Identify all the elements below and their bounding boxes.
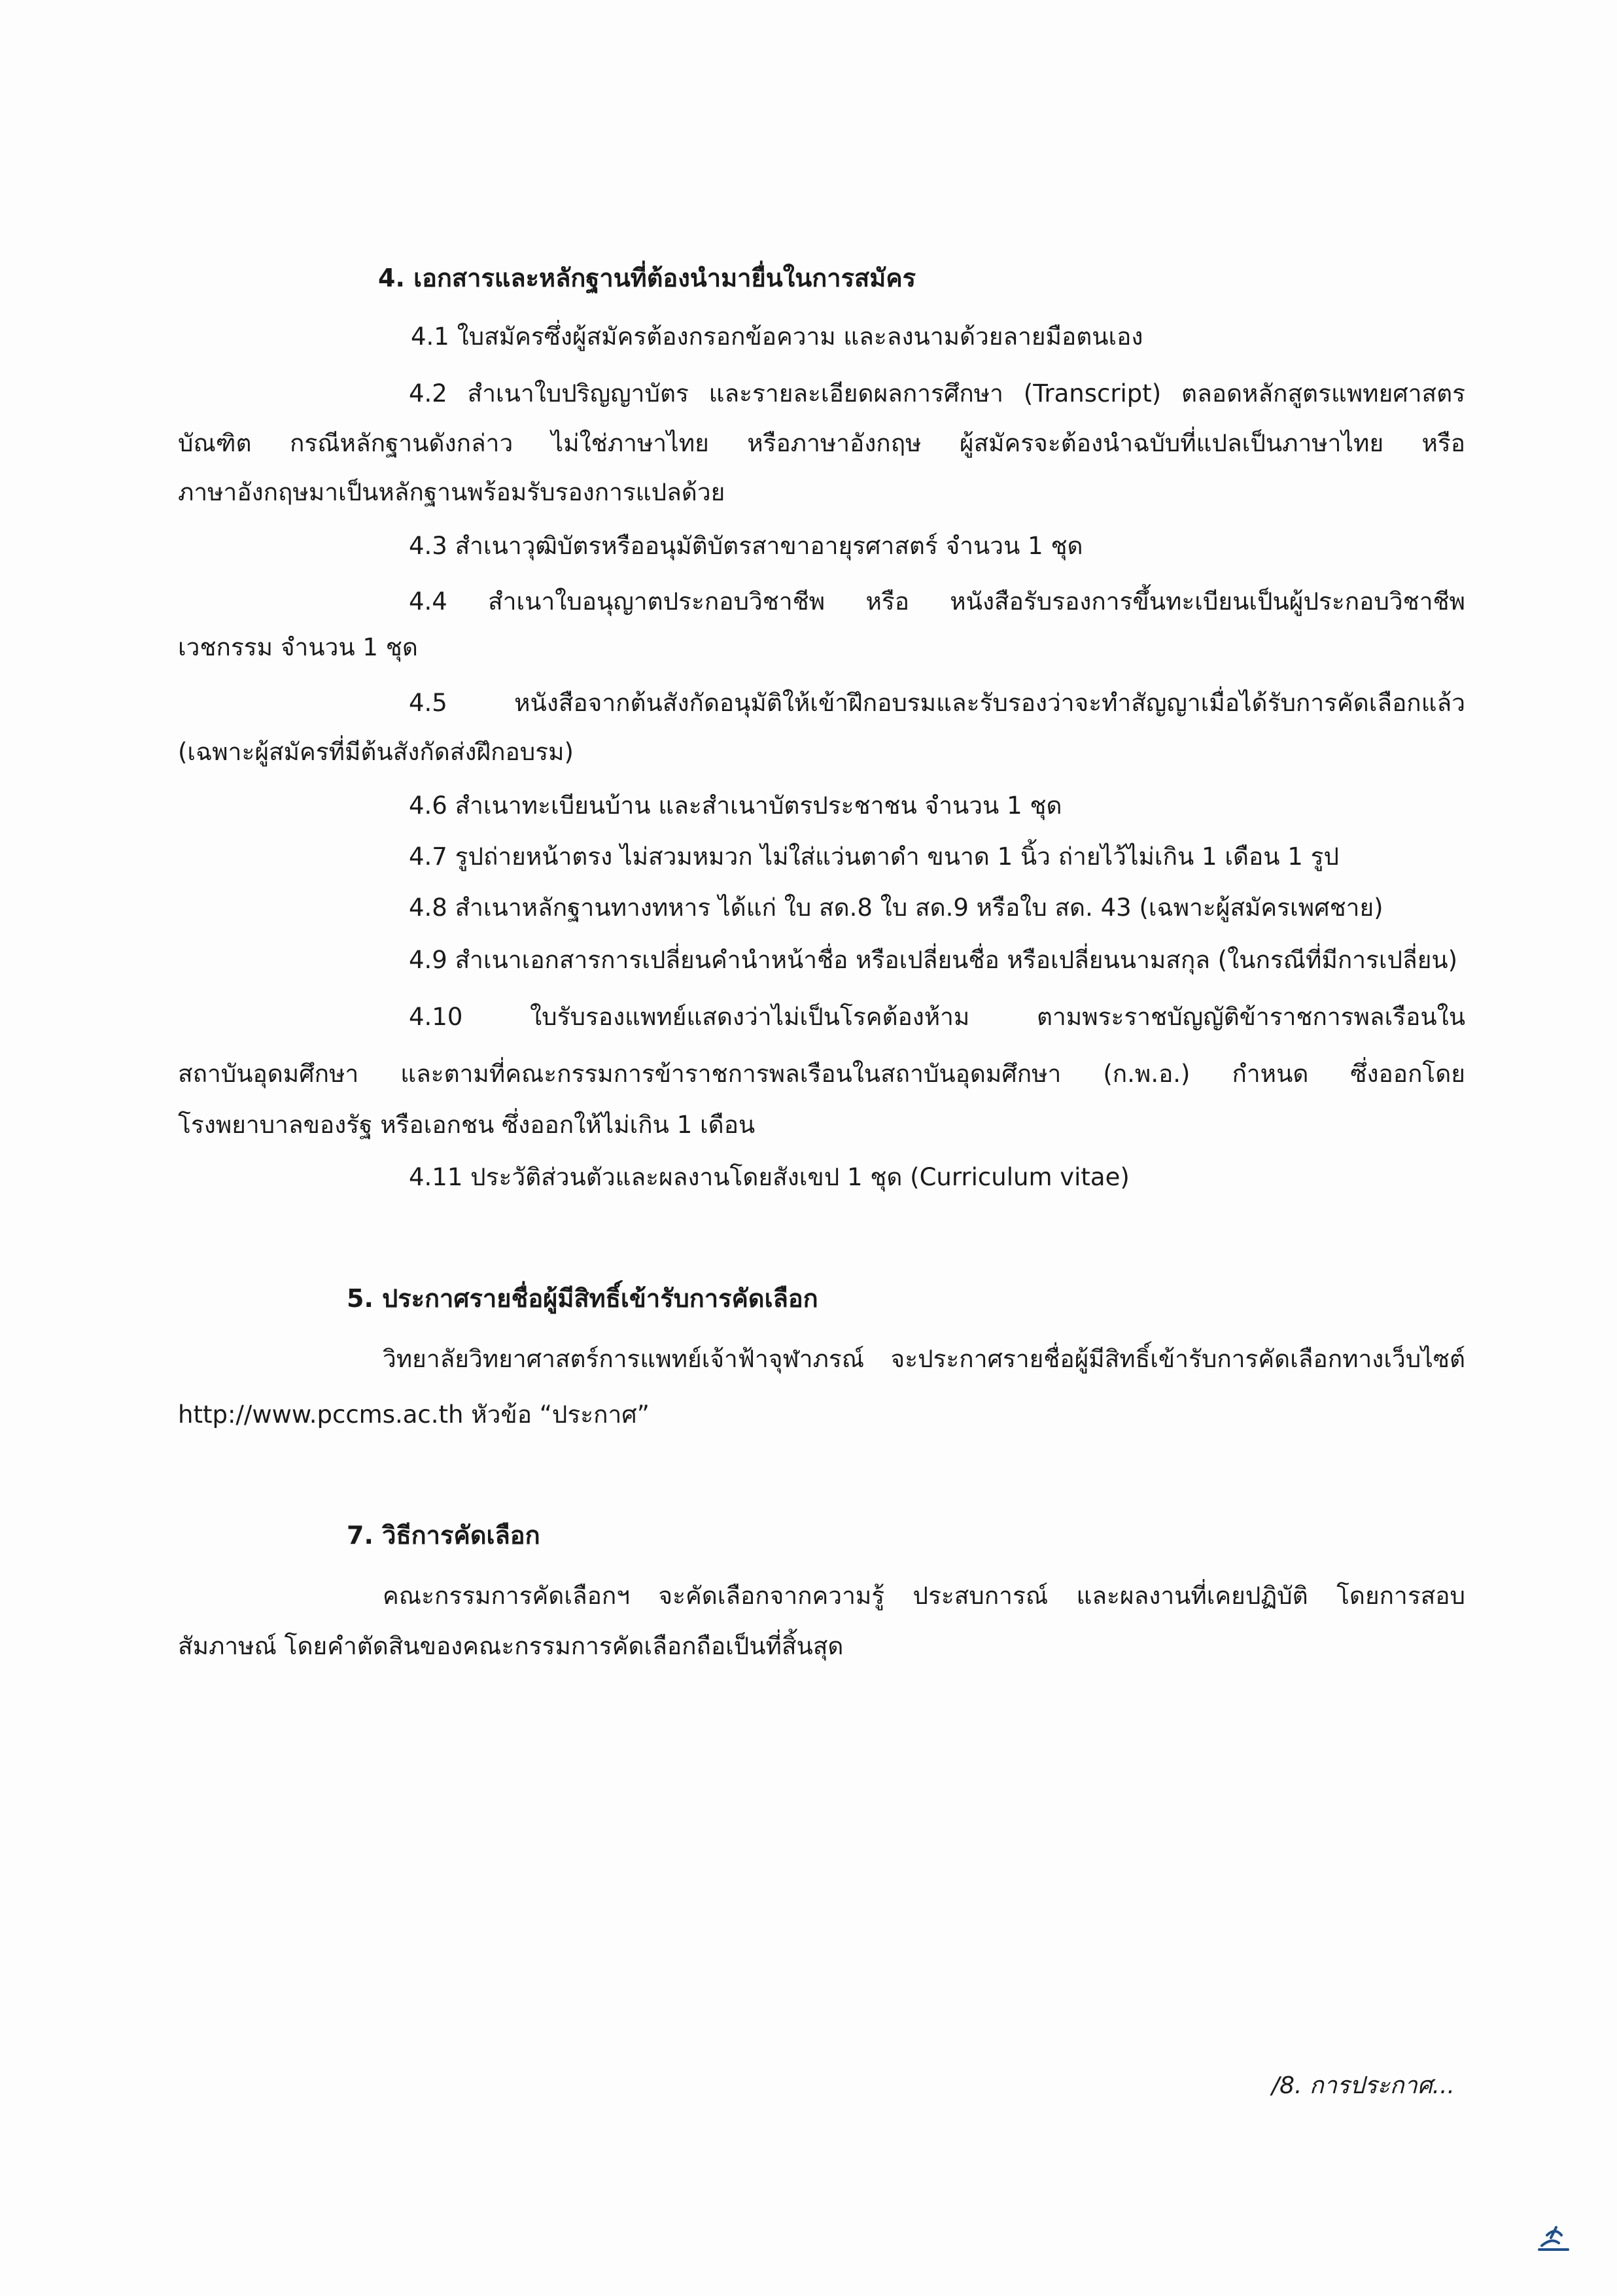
continuation-note: /8. การประกาศ... [1272, 2072, 1455, 2099]
item-4-5-line-2: (เฉพาะผู้สมัครที่มีต้นสังกัดส่งฝึกอบรม) [178, 738, 574, 766]
section-4-heading: 4. เอกสารและหลักฐานที่ต้องนำมายื่นในการสมัคร [378, 264, 916, 292]
item-4-10-line-2: สถาบันอุดมศึกษา และตามที่คณะกรรมการข้าราชการพลเรือนในสถาบันอุดมศึกษา (ก.พ.อ.) กำหนด ซึ่งออกโดย [178, 1060, 1465, 1088]
section-5-body-line-1: วิทยาลัยวิทยาศาสตร์การแพทย์เจ้าฟ้าจุฬาภรณ์ จะประกาศรายชื่อผู้มีสิทธิ์เข้ารับการคัดเลือกทางเว็บไซต์ [383, 1345, 1465, 1373]
item-4-2-line-3: ภาษาอังกฤษมาเป็นหลักฐานพร้อมรับรองการแปลด้วย [178, 478, 725, 506]
item-4-1: 4.1 ใบสมัครซึ่งผู้สมัครต้องกรอกข้อความ และลงนามด้วยลายมือตนเอง [411, 322, 1143, 351]
item-4-10-line-3: โรงพยาบาลของรัฐ หรือเอกชน ซึ่งออกให้ไม่เกิน 1 เดือน [178, 1111, 756, 1139]
item-4-10-line-1: 4.10 ใบรับรองแพทย์แสดงว่าไม่เป็นโรคต้องห้าม ตามพระราชบัญญัติข้าราชการพลเรือนใน [409, 1003, 1465, 1031]
item-4-2-line-2: บัณฑิต กรณีหลักฐานดังกล่าว ไม่ใช่ภาษาไทย หรือภาษาอังกฤษ ผู้สมัครจะต้องนำฉบับที่แปลเป็นภาษาไทย หรือ [178, 429, 1465, 457]
item-4-6: 4.6 สำเนาทะเบียนบ้าน และสำเนาบัตรประชาชน จำนวน 1 ชุด [409, 791, 1062, 820]
item-4-8: 4.8 สำเนาหลักฐานทางทหาร ได้แก่ ใบ สด.8 ใบ สด.9 หรือใบ สด. 43 (เฉพาะผู้สมัครเพศชาย) [409, 894, 1383, 922]
item-4-5-line-1: 4.5 หนังสือจากต้นสังกัดอนุมัติให้เข้าฝึกอบรมและรับรองว่าจะทำสัญญาเมื่อได้รับการคัดเลือกแล้ว [409, 689, 1465, 717]
corner-mark-icon [1534, 2221, 1573, 2253]
item-4-9: 4.9 สำเนาเอกสารการเปลี่ยนคำนำหน้าชื่อ หรือเปลี่ยนชื่อ หรือเปลี่ยนนามสกุล (ในกรณีที่มีการเปลี่ยน) [409, 946, 1458, 974]
item-4-3: 4.3 สำเนาวุฒิบัตรหรืออนุมัติบัตรสาขาอายุรศาสตร์ จำนวน 1 ชุด [409, 532, 1083, 560]
section-7-body-line-1: คณะกรรมการคัดเลือกฯ จะคัดเลือกจากความรู้ ประสบการณ์ และผลงานที่เคยปฏิบัติ โดยการสอบ [383, 1582, 1465, 1610]
item-4-4-line-1: 4.4 สำเนาใบอนุญาตประกอบวิชาชีพ หรือ หนังสือรับรองการขึ้นทะเบียนเป็นผู้ประกอบวิชาชีพ [409, 587, 1465, 616]
item-4-7: 4.7 รูปถ่ายหน้าตรง ไม่สวมหมวก ไม่ใส่แว่นตาดำ ขนาด 1 นิ้ว ถ่ายไว้ไม่เกิน 1 เดือน 1 รูป [409, 843, 1339, 871]
section-7-heading: 7. วิธีการคัดเลือก [347, 1521, 540, 1550]
item-4-4-line-2: เวชกรรม จำนวน 1 ชุด [178, 633, 418, 661]
section-7-body-line-2: สัมภาษณ์ โดยคำตัดสินของคณะกรรมการคัดเลือกถือเป็นที่สิ้นสุด [178, 1632, 844, 1660]
section-5-body-line-2: http://www.pccms.ac.th หัวข้อ “ประกาศ” [178, 1400, 650, 1429]
item-4-11: 4.11 ประวัติส่วนตัวและผลงานโดยสังเขป 1 ชุด (Curriculum vitae) [409, 1163, 1130, 1191]
item-4-2-line-1: 4.2 สำเนาใบปริญญาบัตร และรายละเอียดผลการศึกษา (Transcript) ตลอดหลักสูตรแพทยศาสตร [409, 379, 1465, 408]
section-5-heading: 5. ประกาศรายชื่อผู้มีสิทธิ์เข้ารับการคัดเลือก [347, 1284, 818, 1313]
